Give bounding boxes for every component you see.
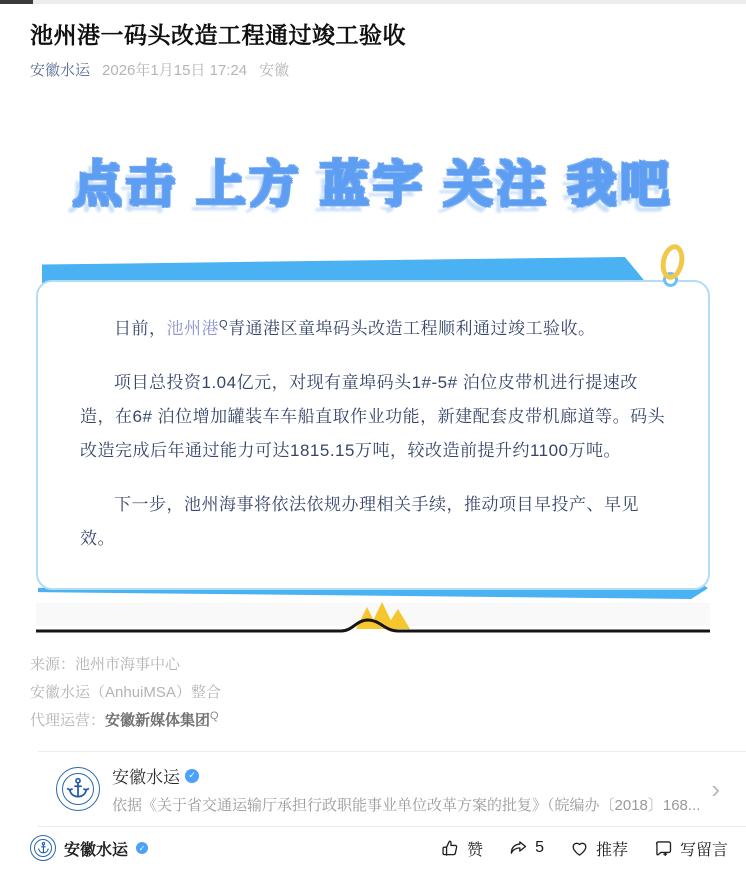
account-card-texts — [112, 763, 699, 815]
verified-badge-icon: ✓ — [185, 769, 199, 783]
anchor-icon — [36, 841, 51, 856]
publish-date: 2026年1月15日 17:24 — [102, 62, 248, 79]
recommend-button[interactable] — [569, 837, 628, 860]
search-icon: Q — [210, 710, 219, 722]
article-body-box — [36, 280, 710, 590]
progress-bar-segment — [0, 0, 33, 4]
official-account-card[interactable] — [38, 751, 746, 827]
publish-region: 安徽 — [259, 62, 290, 79]
share-count: 5 — [535, 839, 544, 856]
footer-account[interactable] — [30, 835, 148, 861]
footer-avatar — [30, 835, 56, 861]
verified-badge-icon: ✓ — [136, 842, 148, 854]
engagement-bar — [0, 827, 746, 869]
source-info — [0, 651, 746, 735]
share-button[interactable] — [508, 838, 544, 859]
compiler-line: 安徽水运（AnhuiMSA）整合 — [30, 684, 221, 701]
chizhou-port-link[interactable]: 池州港 — [166, 319, 219, 338]
byline — [30, 59, 716, 80]
section-divider — [36, 598, 710, 638]
account-description: 依据《关于省交通运输厅承担行政职能事业单位改革方案的批复》（皖编办〔2018〕168... — [112, 797, 701, 814]
article-title: 池州港一码头改造工程通过竣工验收 — [30, 22, 406, 48]
follow-banner — [0, 146, 746, 216]
author-link[interactable]: 安徽水运 — [30, 62, 91, 79]
yellow-ring-decoration — [658, 242, 688, 282]
paragraph-1-text: 日前， — [114, 319, 167, 338]
paragraph-1 — [80, 312, 666, 346]
footer-actions — [440, 837, 728, 860]
operator-line — [30, 707, 716, 735]
comment-icon — [653, 838, 674, 859]
mountain-divider-graphic — [36, 598, 710, 638]
heart-icon — [569, 838, 590, 859]
account-name: 安徽水运 — [112, 768, 180, 787]
source-line: 来源：池州市海事中心 — [30, 656, 181, 673]
comment-label: 写留言 — [679, 841, 728, 859]
operator-label: 代理运营： — [30, 712, 106, 729]
footer-account-name: 安徽水运 — [64, 841, 129, 859]
paragraph-3: 下一步，池州海事将依法依规办理相关手续，推动项目早投产、早见效。 — [80, 495, 639, 548]
account-avatar — [56, 767, 100, 811]
like-label: 赞 — [467, 841, 484, 859]
recommend-label: 推荐 — [595, 841, 628, 859]
agency-link[interactable]: 安徽新媒体集团 — [105, 712, 211, 729]
follow-banner-text: 点击 上方 蓝字 关注 我吧 — [72, 158, 674, 212]
paragraph-2: 项目总投资1.04亿元，对现有童埠码头1#-5# 泊位皮带机进行提速改造，在6# 泊位增加罐装车车船直取作业功能，新建配套皮带机廊道等。码头改造完成后年通过能力可达1815.15万吨，较改造前提升约1100万吨。 — [80, 373, 666, 460]
comment-button[interactable] — [653, 837, 728, 860]
share-arrow-icon — [508, 838, 529, 859]
article-header — [0, 4, 746, 80]
article-content — [36, 280, 710, 590]
chevron-right-icon[interactable]: › — [711, 774, 720, 804]
like-button[interactable] — [440, 837, 483, 860]
anchor-icon — [65, 776, 91, 802]
paragraph-1-rest: 青通港区童埠码头改造工程顺利通过竣工验收。 — [228, 319, 596, 338]
thumbs-up-icon — [440, 838, 461, 859]
search-icon: Q — [219, 318, 229, 331]
top-progress-strip — [0, 0, 746, 4]
